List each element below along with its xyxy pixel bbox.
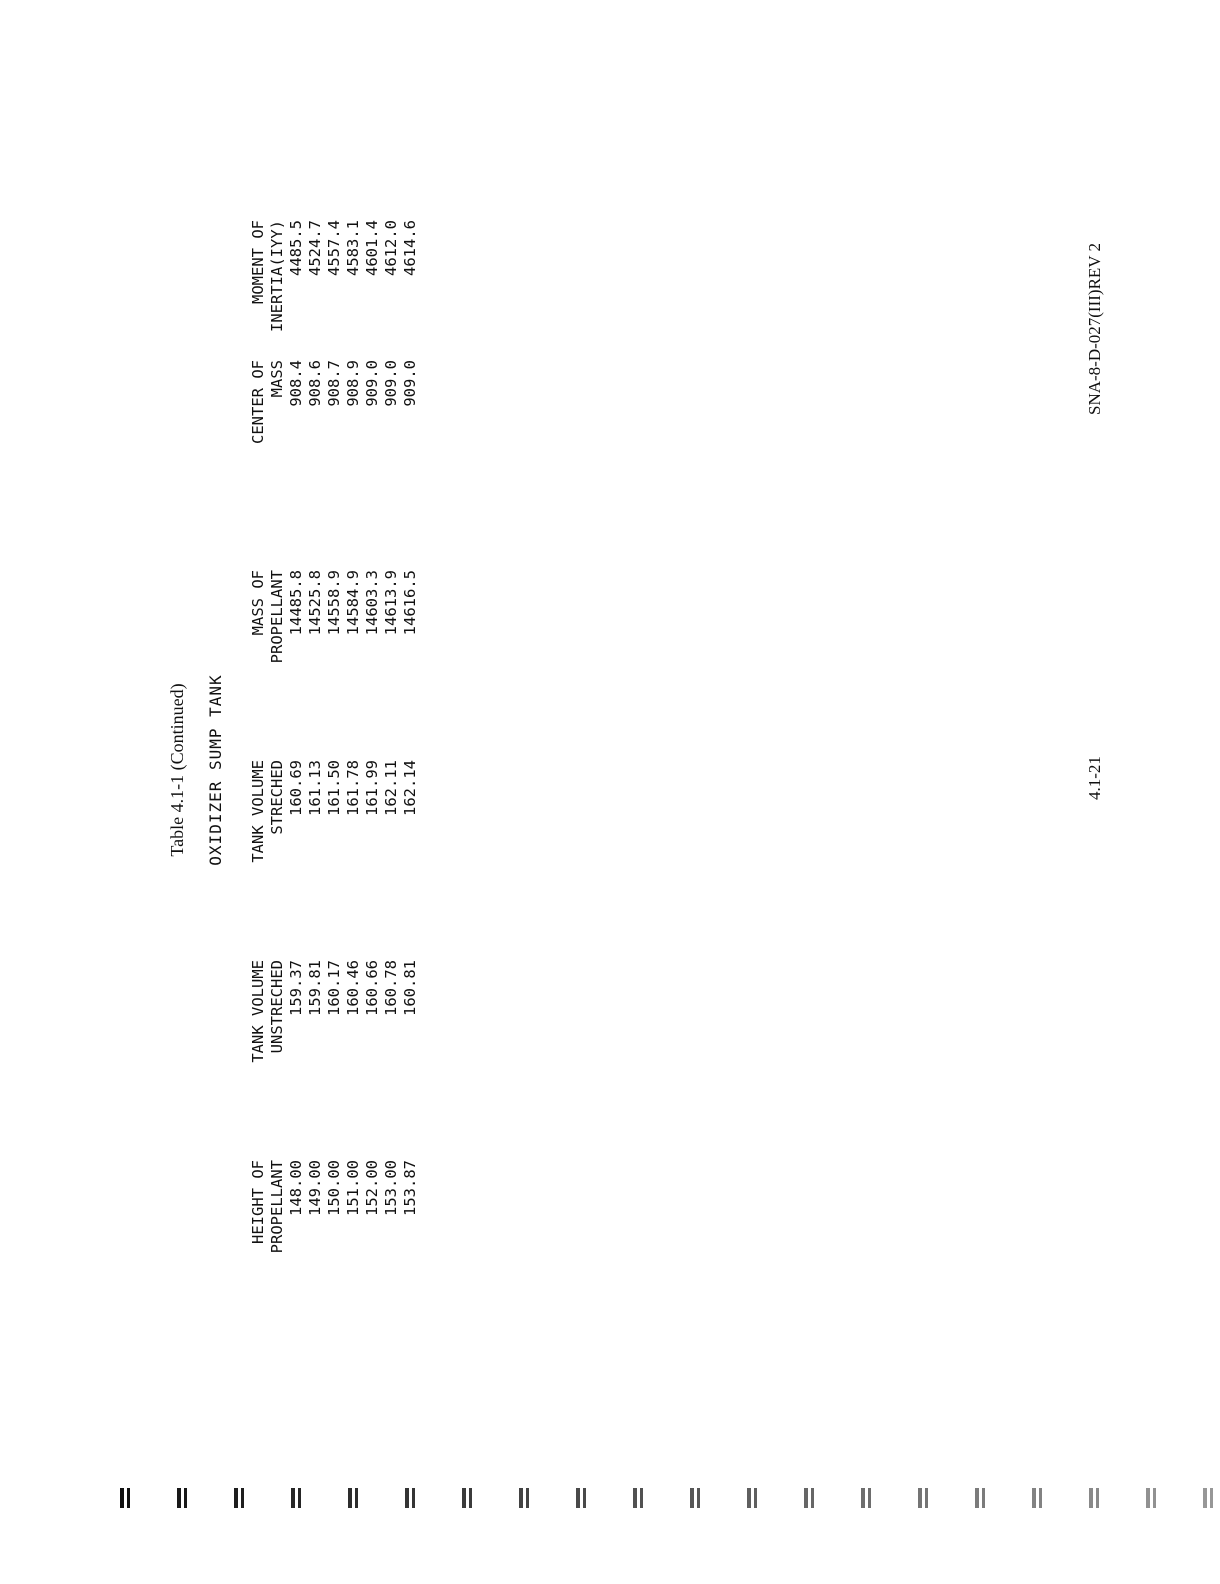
table-cell: 148.00 xyxy=(287,1160,305,1216)
column-header: CENTER OF xyxy=(249,360,267,444)
edge-mark xyxy=(1146,1488,1156,1508)
column-tank-volume-unstreched xyxy=(249,960,420,1130)
table-cell: 159.81 xyxy=(306,960,324,1016)
column-header: UNSTRECHED xyxy=(268,960,286,1054)
table-cell: 162.11 xyxy=(382,760,400,816)
table-cell: 160.46 xyxy=(344,960,362,1016)
column-header: PROPELLANT xyxy=(268,1160,286,1254)
column-header: MOMENT OF xyxy=(249,220,267,304)
table-cell: 14525.8 xyxy=(306,570,324,636)
edge-mark xyxy=(1032,1488,1042,1508)
table-cell: 160.81 xyxy=(401,960,419,1016)
table-cell: 4601.4 xyxy=(363,220,381,276)
table-cell: 159.37 xyxy=(287,960,305,1016)
binding-edge-marks xyxy=(0,1480,1220,1520)
table-cell: 14558.9 xyxy=(325,570,343,636)
table-cell: 909.0 xyxy=(382,360,400,407)
table-cell: 162.14 xyxy=(401,760,419,816)
edge-mark xyxy=(291,1488,301,1508)
column-header: INERTIA(IYY) xyxy=(268,220,286,332)
table-cell: 14485.8 xyxy=(287,570,305,636)
table-cell: 908.9 xyxy=(344,360,362,407)
edge-mark xyxy=(234,1488,244,1508)
table-cell: 4485.5 xyxy=(287,220,305,276)
edge-mark xyxy=(861,1488,871,1508)
table-cell: 908.4 xyxy=(287,360,305,407)
column-header: STRECHED xyxy=(268,760,286,835)
table-cell: 151.00 xyxy=(344,1160,362,1216)
edge-mark xyxy=(1089,1488,1099,1508)
page-number: 4.1-21 xyxy=(1085,756,1104,800)
table-cell: 149.00 xyxy=(306,1160,324,1216)
table-cell: 14603.3 xyxy=(363,570,381,636)
edge-mark xyxy=(462,1488,472,1508)
table-cell: 161.99 xyxy=(363,760,381,816)
table-cell: 4524.7 xyxy=(306,220,324,276)
edge-mark xyxy=(690,1488,700,1508)
column-header: PROPELLANT xyxy=(268,570,286,664)
table-cell: 161.78 xyxy=(344,760,362,816)
edge-mark xyxy=(918,1488,928,1508)
column-header: TANK VOLUME xyxy=(249,960,267,1063)
column-height-of-propellant xyxy=(249,1160,420,1330)
edge-mark xyxy=(975,1488,985,1508)
table-cell: 150.00 xyxy=(325,1160,343,1216)
edge-mark xyxy=(633,1488,643,1508)
column-tank-volume-streched xyxy=(249,760,420,930)
column-header: MASS xyxy=(268,360,286,398)
column-header: MASS OF xyxy=(249,570,267,636)
table-cell: 160.17 xyxy=(325,960,343,1016)
table-cell: 153.00 xyxy=(382,1160,400,1216)
document-id: SNA-8-D-027(III)REV 2 xyxy=(1085,242,1104,415)
table-cell: 909.0 xyxy=(401,360,419,407)
table-cell: 908.7 xyxy=(325,360,343,407)
table-cell: 160.69 xyxy=(287,760,305,816)
table-cell: 4583.1 xyxy=(344,220,362,276)
edge-mark xyxy=(348,1488,358,1508)
table-cell: 14613.9 xyxy=(382,570,400,636)
column-moment-of-inertia xyxy=(249,220,420,390)
edge-mark xyxy=(405,1488,415,1508)
edge-mark xyxy=(747,1488,757,1508)
table-cell: 4557.4 xyxy=(325,220,343,276)
table-cell: 160.66 xyxy=(363,960,381,1016)
column-header: HEIGHT OF xyxy=(249,1160,267,1244)
edge-mark xyxy=(120,1488,130,1508)
edge-mark xyxy=(519,1488,529,1508)
table-cell: 909.0 xyxy=(363,360,381,407)
column-mass-of-propellant xyxy=(249,570,420,740)
table-caption: Table 4.1-1 (Continued) xyxy=(167,683,187,857)
table-cell: 152.00 xyxy=(363,1160,381,1216)
table-cell: 153.87 xyxy=(401,1160,419,1216)
edge-mark xyxy=(804,1488,814,1508)
column-header: TANK VOLUME xyxy=(249,760,267,863)
edge-mark xyxy=(177,1488,187,1508)
table-subtitle: OXIDIZER SUMP TANK xyxy=(206,674,225,866)
table-cell: 14584.9 xyxy=(344,570,362,636)
table-cell: 161.13 xyxy=(306,760,324,816)
table-cell: 908.6 xyxy=(306,360,324,407)
table-cell: 4612.0 xyxy=(382,220,400,276)
rotated-table xyxy=(165,210,475,1330)
table-cell: 161.50 xyxy=(325,760,343,816)
table-cell: 160.78 xyxy=(382,960,400,1016)
table-cell: 14616.5 xyxy=(401,570,419,636)
table-cell: 4614.6 xyxy=(401,220,419,276)
edge-mark xyxy=(576,1488,586,1508)
edge-mark xyxy=(1203,1488,1213,1508)
